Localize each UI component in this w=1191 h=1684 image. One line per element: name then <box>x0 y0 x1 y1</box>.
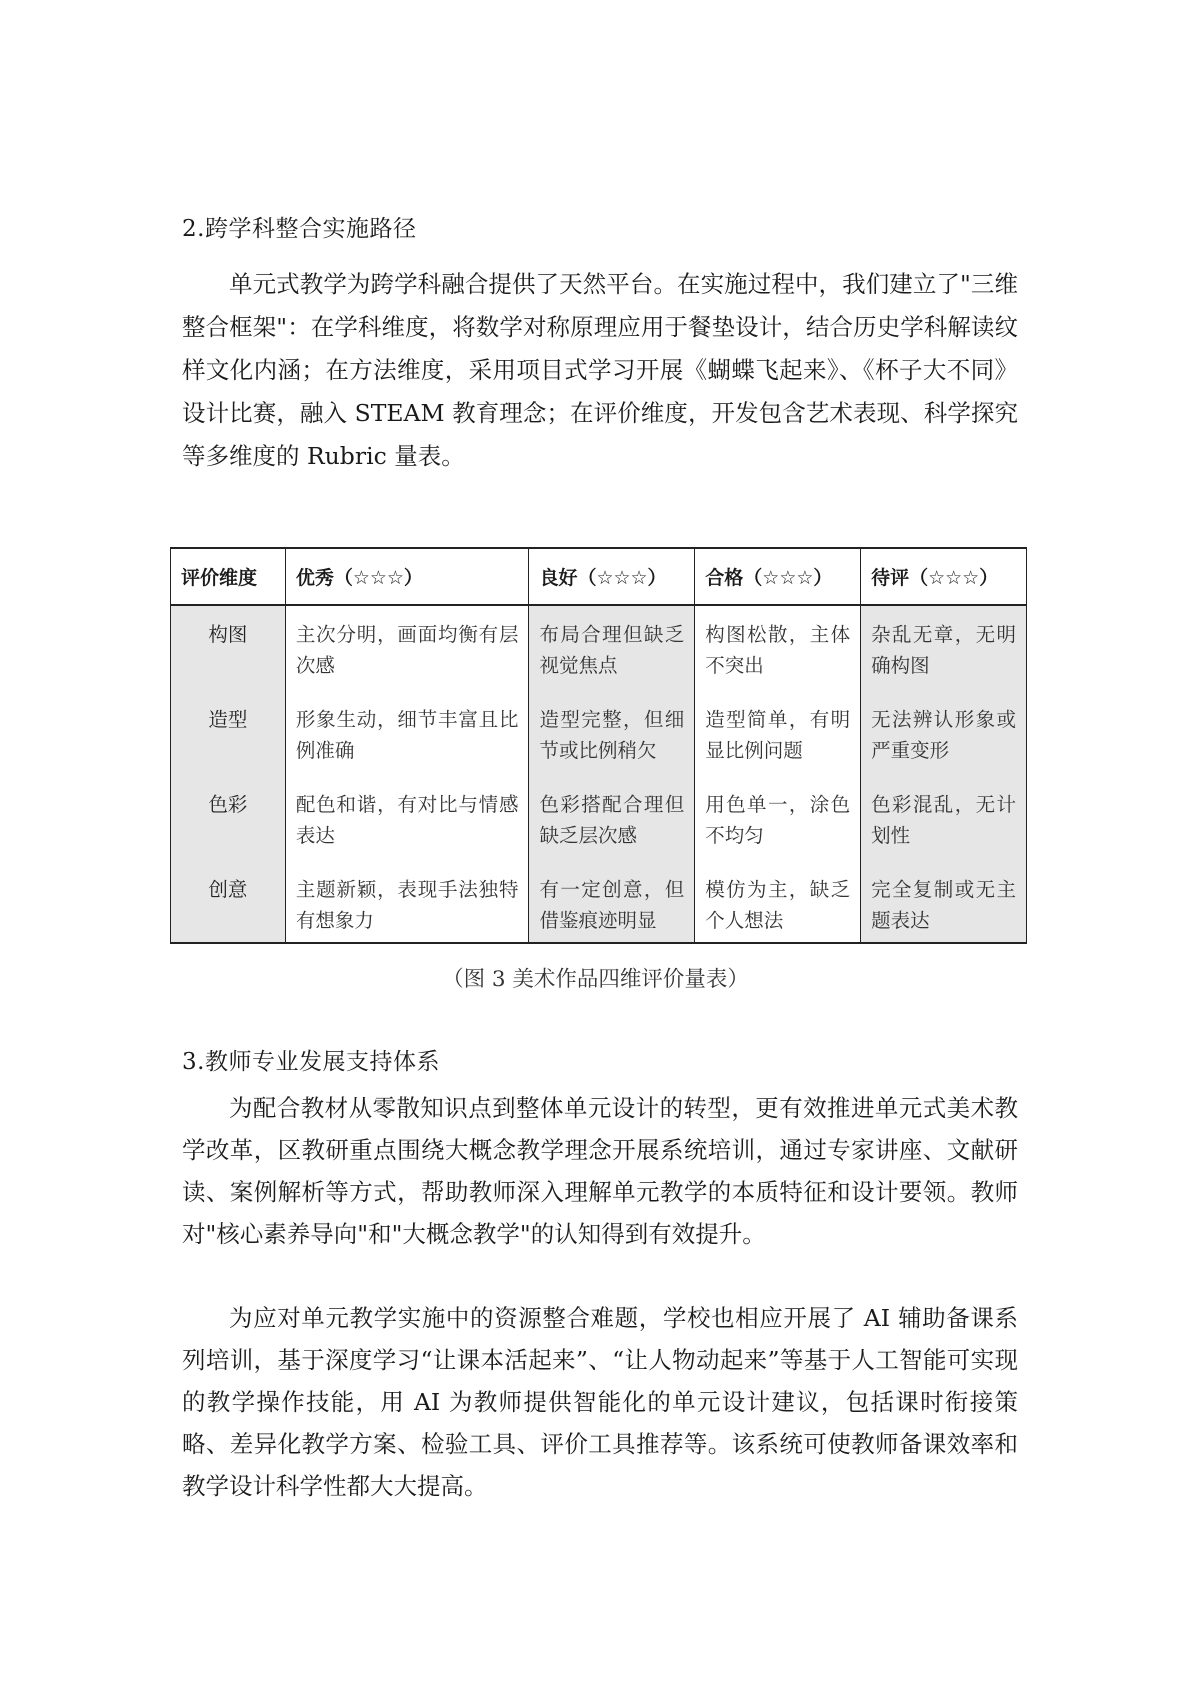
table-cell: 模仿为主，缺乏个人想法 <box>695 862 861 943</box>
table-cell: 形象生动，细节丰富且比例准确 <box>285 692 529 777</box>
table-row <box>171 777 1027 862</box>
header-pass: 合格（☆☆☆） <box>695 548 861 605</box>
section-3-paragraph-2: 为应对单元教学实施中的资源整合难题，学校也相应开展了 AI 辅助备课系列培训，基于深度学习“让课本活起来”、“让人物动起来”等基于人工智能可实现的教学操作技能，用 AI 为教师提供智能化的单元设计建议，包括课时衔接策略、差异化教学方案、检验工具、评价工具推荐等。该系统可使教师备课效率和教学设计科学性都大大提高。 <box>182 1304 1018 1500</box>
section-3-heading: 3.教师专业发展支持体系 <box>182 1049 440 1075</box>
header-dimension: 评价维度 <box>171 548 286 605</box>
table-cell: 配色和谐，有对比与情感表达 <box>285 777 529 862</box>
table-cell: 完全复制或无主题表达 <box>861 862 1027 943</box>
header-excellent: 优秀（☆☆☆） <box>285 548 529 605</box>
dimension-cell: 构图 <box>171 605 286 692</box>
header-pending: 待评（☆☆☆） <box>861 548 1027 605</box>
table-row <box>171 862 1027 943</box>
rubric-table <box>170 547 1027 944</box>
table-cell: 色彩搭配合理但缺乏层次感 <box>529 777 695 862</box>
table-cell: 用色单一，涂色不均匀 <box>695 777 861 862</box>
table-cell: 主题新颖，表现手法独特有想象力 <box>285 862 529 943</box>
table-cell: 有一定创意，但借鉴痕迹明显 <box>529 862 695 943</box>
section-3-paragraph-1: 为配合教材从零散知识点到整体单元设计的转型，更有效推进单元式美术教学改革，区教研重点围绕大概念教学理念开展系统培训，通过专家讲座、文献研读、案例解析等方式，帮助教师深入理解单元教学的本质特征和设计要领。教师对"核心素养导向"和"大概念教学"的认知得到有效提升。 <box>182 1094 1018 1248</box>
table-row <box>171 692 1027 777</box>
section-2-heading: 2.跨学科整合实施路径 <box>182 216 417 242</box>
table-caption: （图 3 美术作品四维评价量表） <box>442 967 749 992</box>
dimension-cell: 创意 <box>171 862 286 943</box>
section-2-paragraph: 单元式教学为跨学科融合提供了天然平台。在实施过程中，我们建立了"三维整合框架"：在学科维度，将数学对称原理应用于餐垫设计，结合历史学科解读纹样文化内涵；在方法维度，采用项目式学习开展《蝴蝶飞起来》、《杯子大不同》设计比赛，融入 STEAM 教育理念；在评价维度，开发包含艺术表现、科学探究等多维度的 Rubric 量表。 <box>182 270 1018 470</box>
table-cell: 主次分明，画面均衡有层次感 <box>285 605 529 692</box>
table-cell: 构图松散，主体不突出 <box>695 605 861 692</box>
table-cell: 无法辨认形象或严重变形 <box>861 692 1027 777</box>
header-good: 良好（☆☆☆） <box>529 548 695 605</box>
table-cell: 杂乱无章，无明确构图 <box>861 605 1027 692</box>
table-row <box>171 605 1027 692</box>
table-cell: 造型完整，但细节或比例稍欠 <box>529 692 695 777</box>
table-cell: 造型简单，有明显比例问题 <box>695 692 861 777</box>
table-cell: 布局合理但缺乏视觉焦点 <box>529 605 695 692</box>
dimension-cell: 造型 <box>171 692 286 777</box>
table-cell: 色彩混乱，无计划性 <box>861 777 1027 862</box>
table-header-row <box>171 548 1027 605</box>
dimension-cell: 色彩 <box>171 777 286 862</box>
